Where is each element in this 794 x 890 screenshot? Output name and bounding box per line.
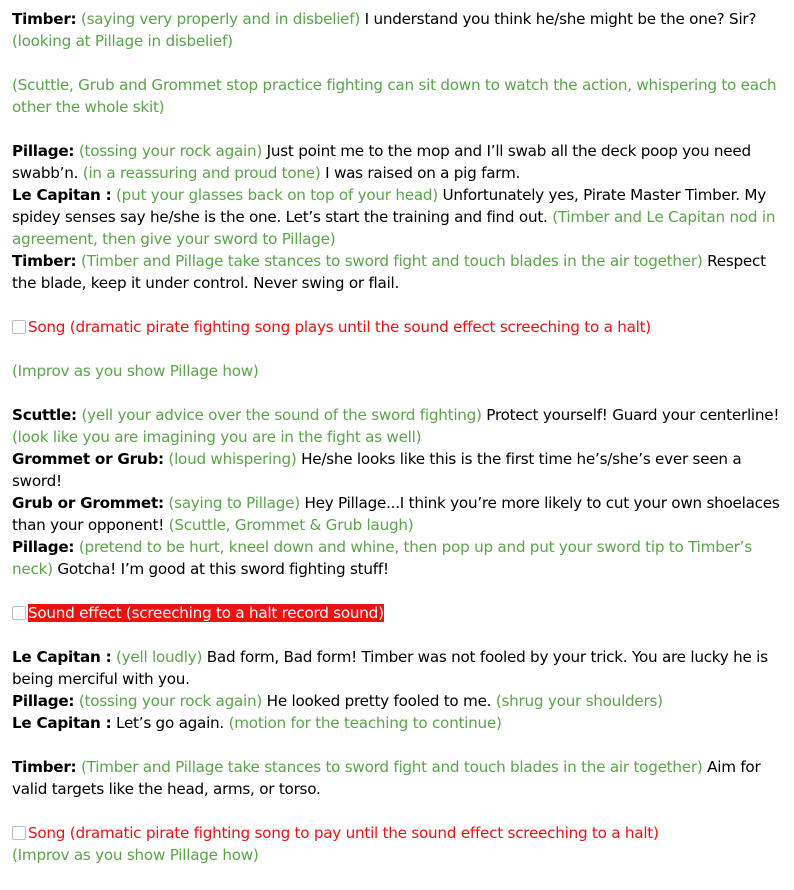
blank-line — [12, 294, 788, 316]
script-line — [12, 844, 788, 866]
stage-direction: (motion for the teaching to continue) — [228, 714, 502, 732]
speaker-name: Timber: — [12, 252, 77, 270]
highlighted-cue-text: Sound effect (screeching to a halt record sound) — [28, 604, 384, 622]
stage-direction: (in a reassuring and proud tone) — [82, 164, 321, 182]
song-cue — [12, 316, 788, 338]
script-line — [12, 404, 788, 448]
stage-direction: (tossing your rock again) — [78, 692, 263, 710]
script-line — [12, 360, 788, 382]
speaker-name: Grub or Grommet: — [12, 494, 164, 512]
dialogue-text: He looked pretty fooled to me. — [262, 692, 496, 710]
blank-line — [12, 118, 788, 140]
cue-text: Song (dramatic pirate fighting song to pay until the sound effect screeching to a halt) — [28, 824, 659, 842]
stage-direction: (tossing your rock again) — [78, 142, 263, 160]
dialogue-text: He/she looks like this is the first time he’s/she’s ever seen a sword! — [12, 450, 742, 490]
dialogue-text: Gotcha! I’m good at this sword fighting stuff! — [52, 560, 389, 578]
script-line — [12, 690, 788, 712]
dialogue-text: Let’s go again. — [111, 714, 229, 732]
script-line — [12, 756, 788, 800]
stage-direction: (look like you are imagining you are in the fight as well) — [12, 428, 422, 446]
script-line — [12, 140, 788, 184]
stage-direction: (Improv as you show Pillage how) — [12, 362, 259, 380]
speaker-name: Pillage: — [12, 692, 75, 710]
blank-line — [12, 580, 788, 602]
script-line — [12, 74, 788, 118]
script-line — [12, 492, 788, 536]
speaker-name: Le Capitan : — [12, 186, 112, 204]
stage-direction: (Improv as you show Pillage how) — [12, 846, 259, 864]
stage-direction: (Scuttle, Grub and Grommet stop practice fighting can sit down to watch the action, whispering to each other the whole skit) — [12, 76, 777, 116]
dialogue-text: Respect the blade, keep it under control. Never swing or flail. — [12, 252, 766, 292]
speaker-name: Pillage: — [12, 142, 75, 160]
stage-direction: (loud whispering) — [168, 450, 297, 468]
stage-direction: (Timber and Le Capitan nod in agreement, then give your sword to Pillage) — [12, 208, 776, 248]
song-cue-2 — [12, 822, 788, 844]
stage-direction: (saying very properly and in disbelief) — [80, 10, 361, 28]
script-line — [12, 448, 788, 492]
blank-line — [12, 382, 788, 404]
sound-effect-cue — [12, 602, 788, 624]
dialogue-text: Just point me to the mop and I’ll swab all the deck poop you need swabb’n. — [12, 142, 751, 182]
stage-direction: (looking at Pillage in disbelief) — [12, 32, 233, 50]
dialogue-text: Bad form, Bad form! Timber was not fooled by your trick. You are lucky he is being merciful with you. — [12, 648, 768, 688]
stage-direction: (pretend to be hurt, kneel down and whine, then pop up and put your sword tip to Timber’s neck) — [12, 538, 752, 578]
speaker-name: Le Capitan : — [12, 714, 112, 732]
stage-direction: (shrug your shoulders) — [495, 692, 663, 710]
stage-direction: (put your glasses back on top of your head) — [116, 186, 438, 204]
speaker-name: Grommet or Grub: — [12, 450, 164, 468]
script-line — [12, 712, 788, 734]
dialogue-text: I was raised on a pig farm. — [320, 164, 521, 182]
stage-direction: (saying to Pillage) — [168, 494, 300, 512]
speaker-name: Scuttle: — [12, 406, 77, 424]
stage-direction: (Timber and Pillage take stances to sword fight and touch blades in the air together) — [80, 252, 703, 270]
dialogue-text: Unfortunately yes, Pirate Master Timber. My spidey senses say he/she is the one. Let’s start the training and find out. — [12, 186, 766, 226]
script-line — [12, 250, 788, 294]
dialogue-text: Hey Pillage...I think you’re more likely to cut your own shoelaces than your opponent! — [12, 494, 780, 534]
cue-text: Song (dramatic pirate fighting song plays until the sound effect screeching to a halt) — [28, 318, 651, 336]
cue-checkbox[interactable] — [12, 606, 26, 620]
cue-checkbox[interactable] — [12, 320, 26, 334]
blank-line — [12, 52, 788, 74]
stage-direction: (yell your advice over the sound of the sword fighting) — [81, 406, 482, 424]
stage-direction: (yell loudly) — [116, 648, 203, 666]
dialogue-text: Protect yourself! Guard your centerline! — [481, 406, 780, 424]
script-line — [12, 8, 788, 52]
speaker-name: Timber: — [12, 10, 77, 28]
script-line — [12, 646, 788, 690]
blank-line — [12, 338, 788, 360]
speaker-name: Pillage: — [12, 538, 75, 556]
dialogue-text: Aim for valid targets like the head, arms, or torso. — [12, 758, 761, 798]
script-line — [12, 184, 788, 250]
blank-line — [12, 800, 788, 822]
stage-direction: (Timber and Pillage take stances to sword fight and touch blades in the air together) — [80, 758, 703, 776]
dialogue-text: I understand you think he/she might be the one? Sir? — [360, 10, 757, 28]
script-line — [12, 536, 788, 580]
cue-checkbox[interactable] — [12, 826, 26, 840]
speaker-name: Le Capitan : — [12, 648, 112, 666]
stage-direction: (Scuttle, Grommet & Grub laugh) — [168, 516, 414, 534]
blank-line — [12, 734, 788, 756]
speaker-name: Timber: — [12, 758, 77, 776]
blank-line — [12, 624, 788, 646]
